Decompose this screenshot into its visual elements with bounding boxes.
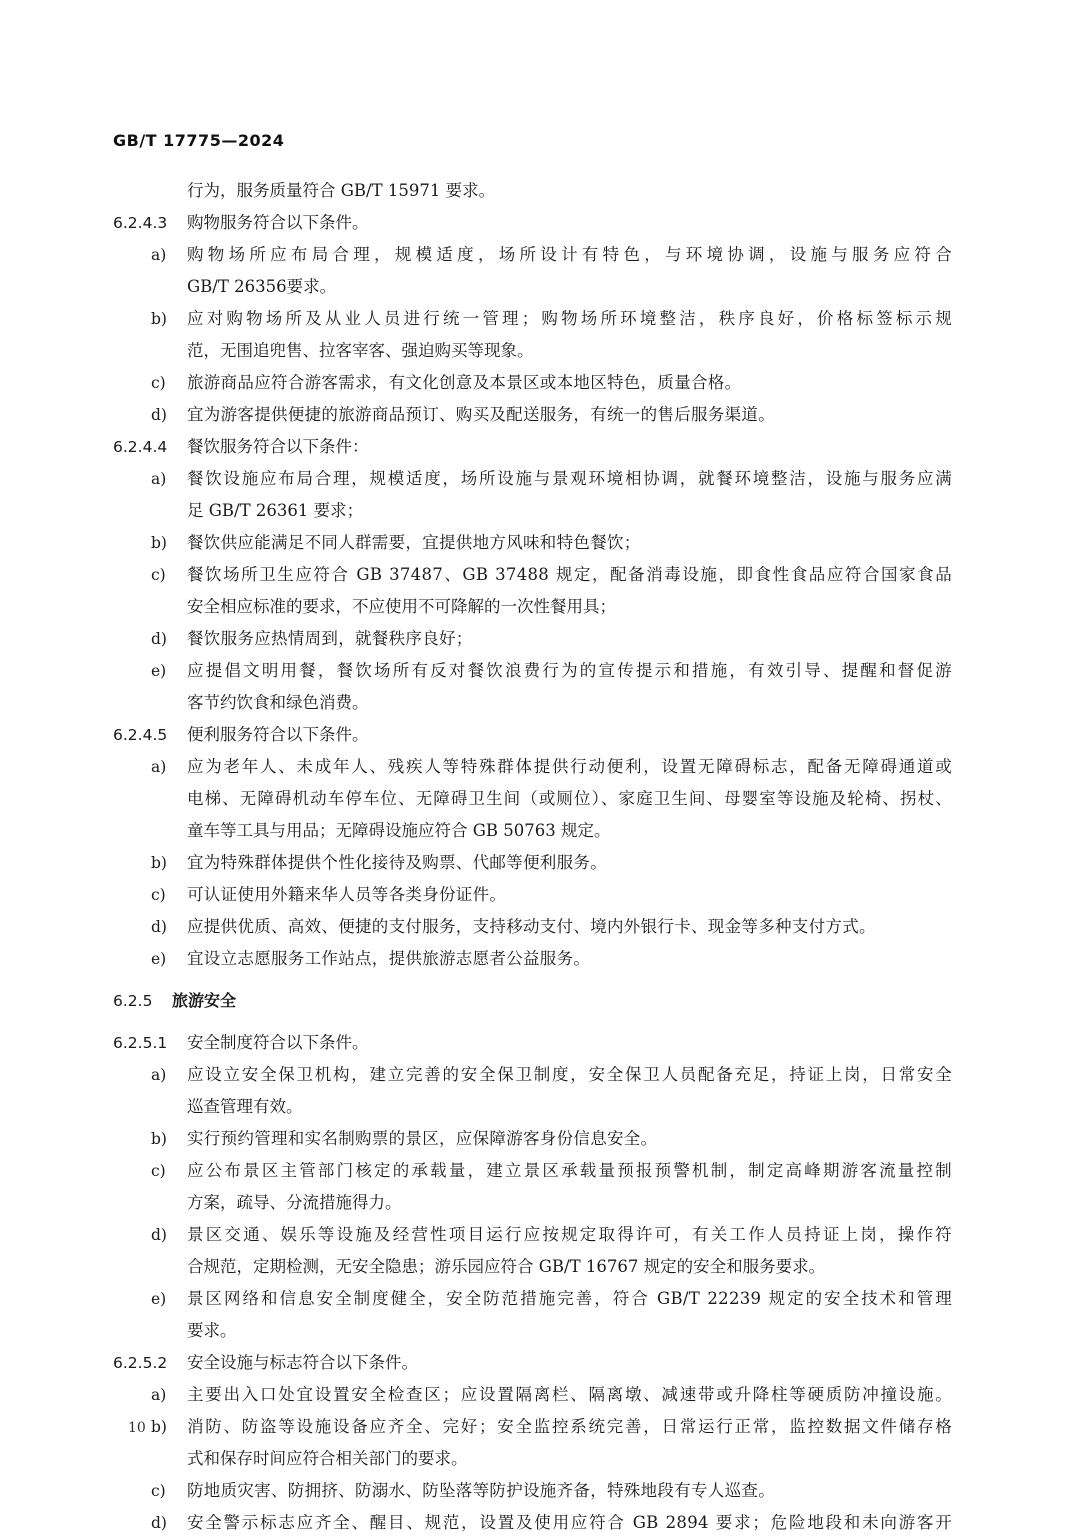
continuation-text: 客节约饮食和绿色消费。: [187, 693, 369, 712]
list-item-text: 防地质灾害、防拥挤、防溺水、防坠落等防护设施齐备，特殊地段有专人巡查。: [187, 1481, 775, 1500]
list-item-text: 宜为特殊群体提供个性化接待及购票、代邮等便利服务。: [187, 853, 607, 872]
continuation-text: 足 GB/T 26361 要求；: [187, 501, 364, 520]
clause-line: [0, 431, 1080, 463]
clause-line: [0, 719, 1080, 751]
clause-number: 6.2.4.5: [113, 726, 168, 744]
list-item-text: 宜设立志愿服务工作站点，提供旅游志愿者公益服务。: [187, 949, 591, 968]
list-marker: b): [151, 1418, 167, 1436]
section-heading: [0, 985, 1080, 1017]
list-item: [0, 943, 1080, 975]
list-item: [0, 1155, 1080, 1187]
list-item-text: 应提倡文明用餐，餐饮场所有反对餐饮浪费行为的宣传提示和措施，有效引导、提醒和督促游: [187, 661, 952, 680]
continuation-line: [0, 687, 1080, 719]
list-marker: e): [151, 950, 167, 968]
list-item: [0, 367, 1080, 399]
list-item: [0, 879, 1080, 911]
clause-line: [0, 1027, 1080, 1059]
list-marker: a): [151, 1066, 167, 1084]
list-item-text: 应提供优质、高效、便捷的支付服务，支持移动支付、境内外银行卡、现金等多种支付方式。: [187, 917, 876, 936]
document-body: [0, 175, 1080, 1539]
list-item-text: 安全警示标志应齐全、醒目、规范，设置及使用应符合 GB 2894 要求；危险地段和未向游客开: [187, 1513, 952, 1532]
list-item: [0, 463, 1080, 495]
list-item-text: 消防、防盗等设施设备应齐全、完好；安全监控系统完善，日常运行正常，监控数据文件储存格: [187, 1417, 952, 1436]
list-item-text: 购物场所应布局合理，规模适度，场所设计有特色，与环境协调，设施与服务应符合: [187, 245, 952, 264]
list-item-text: 应为老年人、未成年人、残疾人等特殊群体提供行动便利，设置无障碍标志，配备无障碍通道或: [187, 757, 952, 776]
continuation-line: [0, 335, 1080, 367]
continuation-text: 范，无围追兜售、拉客宰客、强迫购买等现象。: [187, 341, 534, 360]
continuation-line: [0, 1251, 1080, 1283]
continuation-text: GB/T 26356要求。: [187, 277, 337, 296]
list-marker: d): [151, 406, 167, 424]
continuation-line: [0, 1091, 1080, 1123]
list-item-text: 景区交通、娱乐等设施及经营性项目运行应按规定取得许可，有关工作人员持证上岗，操作符: [187, 1225, 952, 1244]
list-item: [0, 303, 1080, 335]
continuation-line: [0, 815, 1080, 847]
continuation-text: 安全相应标准的要求，不应使用不可降解的一次性餐用具；: [187, 597, 616, 616]
continuation-line: [0, 1315, 1080, 1347]
list-marker: c): [151, 374, 166, 392]
list-item: [0, 911, 1080, 943]
clause-title: 餐饮服务符合以下条件：: [187, 437, 369, 456]
list-item-text: 景区网络和信息安全制度健全，安全防范措施完善，符合 GB/T 22239 规定的安全技术和管理: [187, 1289, 952, 1308]
list-marker: b): [151, 310, 167, 328]
list-item: [0, 559, 1080, 591]
continuation-line: [0, 175, 1080, 207]
document-code: GB/T 17775—2024: [113, 131, 285, 150]
list-marker: b): [151, 1130, 167, 1148]
list-item: [0, 1123, 1080, 1155]
list-marker: e): [151, 1290, 167, 1308]
list-marker: d): [151, 630, 167, 648]
list-marker: a): [151, 1386, 167, 1404]
continuation-text: 式和保存时间应符合相关部门的要求。: [187, 1449, 468, 1468]
list-item-text: 宜为游客提供便捷的旅游商品预订、购买及配送服务，有统一的售后服务渠道。: [187, 405, 775, 424]
list-item: [0, 239, 1080, 271]
continuation-text: 电梯、无障碍机动车停车位、无障碍卫生间（或厕位）、家庭卫生间、母婴室等设施及轮椅、拐杖、: [187, 789, 952, 808]
continuation-text: 要求。: [187, 1321, 237, 1340]
list-marker: d): [151, 1514, 167, 1532]
list-marker: a): [151, 246, 167, 264]
continuation-text: 合规范，定期检测，无安全隐患；游乐园应符合 GB/T 16767 规定的安全和服务要求。: [187, 1257, 826, 1276]
list-item-text: 餐饮服务应热情周到，就餐秩序良好；: [187, 629, 473, 648]
section-title: 旅游安全: [172, 991, 237, 1010]
list-marker: d): [151, 1226, 167, 1244]
continuation-line: [0, 271, 1080, 303]
list-item: [0, 623, 1080, 655]
list-item-text: 旅游商品应符合游客需求，有文化创意及本景区或本地区特色，质量合格。: [187, 373, 742, 392]
list-item-text: 应对购物场所及从业人员进行统一管理；购物场所环境整洁，秩序良好，价格标签标示规: [187, 309, 952, 328]
list-marker: b): [151, 854, 167, 872]
continuation-text: 童车等工具与用品；无障碍设施应符合 GB 50763 规定。: [187, 821, 611, 840]
list-item: [0, 751, 1080, 783]
list-item-text: 餐饮供应能满足不同人群需要，宜提供地方风味和特色餐饮；: [187, 533, 641, 552]
continuation-line: [0, 1187, 1080, 1219]
list-marker: c): [151, 1162, 166, 1180]
list-item: [0, 1475, 1080, 1507]
clause-title: 购物服务符合以下条件。: [187, 213, 369, 232]
list-item-text: 主要出入口处宜设置安全检查区；应设置隔离栏、隔离墩、减速带或升降柱等硬质防冲撞设施。: [187, 1385, 952, 1404]
list-item: [0, 847, 1080, 879]
list-marker: a): [151, 470, 167, 488]
list-item: [0, 1059, 1080, 1091]
list-marker: c): [151, 566, 166, 584]
list-item-text: 餐饮场所卫生应符合 GB 37487、GB 37488 规定，配备消毒设施，即食性食品应符合国家食品: [187, 565, 952, 584]
clause-number: 6.2.4.3: [113, 214, 168, 232]
list-marker: d): [151, 918, 167, 936]
list-item-text: 餐饮设施应布局合理，规模适度，场所设施与景观环境相协调，就餐环境整洁，设施与服务应满: [187, 469, 952, 488]
list-item: [0, 399, 1080, 431]
list-item: [0, 1411, 1080, 1443]
continuation-text: 行为，服务质量符合 GB/T 15971 要求。: [187, 181, 496, 200]
continuation-line: [0, 1443, 1080, 1475]
list-item: [0, 1507, 1080, 1539]
list-item: [0, 1379, 1080, 1411]
section-number: 6.2.5: [113, 992, 153, 1010]
continuation-line: [0, 591, 1080, 623]
clause-line: [0, 207, 1080, 239]
page-number: 10: [128, 1420, 146, 1436]
list-item: [0, 655, 1080, 687]
list-item-text: 可认证使用外籍来华人员等各类身份证件。: [187, 885, 507, 904]
list-item-text: 应公布景区主管部门核定的承载量，建立景区承载量预报预警机制，制定高峰期游客流量控制: [187, 1161, 952, 1180]
list-marker: c): [151, 1482, 166, 1500]
list-marker: c): [151, 886, 166, 904]
clause-number: 6.2.5.2: [113, 1354, 168, 1372]
list-marker: e): [151, 662, 167, 680]
list-marker: a): [151, 758, 167, 776]
list-item-text: 应设立安全保卫机构，建立完善的安全保卫制度，安全保卫人员配备充足，持证上岗，日常安全: [187, 1065, 952, 1084]
continuation-text: 巡查管理有效。: [187, 1097, 303, 1116]
list-item: [0, 527, 1080, 559]
clause-title: 便利服务符合以下条件。: [187, 725, 369, 744]
clause-title: 安全制度符合以下条件。: [187, 1033, 369, 1052]
continuation-text: 方案，疏导、分流措施得力。: [187, 1193, 402, 1212]
continuation-line: [0, 495, 1080, 527]
continuation-line: [0, 783, 1080, 815]
list-item: [0, 1219, 1080, 1251]
list-item: [0, 1283, 1080, 1315]
clause-title: 安全设施与标志符合以下条件。: [187, 1353, 418, 1372]
clause-line: [0, 1347, 1080, 1379]
clause-number: 6.2.4.4: [113, 438, 168, 456]
clause-number: 6.2.5.1: [113, 1034, 168, 1052]
list-item-text: 实行预约管理和实名制购票的景区，应保障游客身份信息安全。: [187, 1129, 658, 1148]
list-marker: b): [151, 534, 167, 552]
